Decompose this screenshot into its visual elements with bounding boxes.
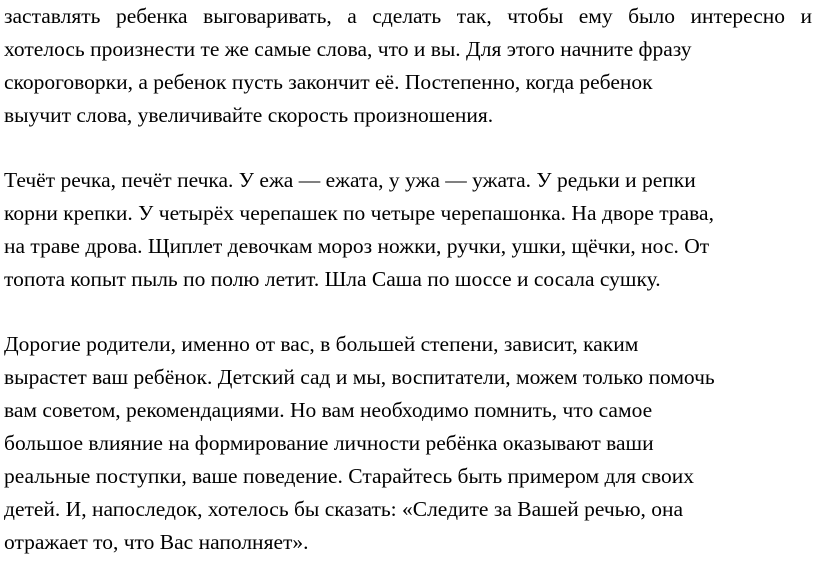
- text-line: хотелось произнести те же самые слова, что и вы. Для этого начните фразу: [4, 37, 692, 61]
- text-line: детей. И, напоследок, хотелось бы сказать: «Следите за Вашей речью, она: [4, 497, 684, 521]
- text-line: Течёт речка, печёт печка. У ежа — ежата, у ужа — ужата. У редьки и репки: [4, 168, 696, 192]
- text-line: реальные поступки, ваше поведение. Старайтесь быть примером для своих: [4, 464, 694, 488]
- text-line: вам советом, рекомендациями. Но вам необходимо помнить, что самое: [4, 398, 653, 422]
- text-line: топота копыт пыль по полю летит. Шла Саша по шоссе и сосала сушку.: [4, 267, 661, 291]
- text-line: заставлять ребенка выговаривать, а сделать так, чтобы ему было интересно и: [4, 4, 812, 28]
- text-line: Дорогие родители, именно от вас, в большей степени, зависит, каким: [4, 332, 639, 356]
- text-line: скороговорки, а ребенок пусть закончит её. Постепенно, когда ребенок: [4, 70, 653, 94]
- text-line: большое влияние на формирование личности ребёнка оказывают ваши: [4, 431, 654, 455]
- text-line: отражает то, что Вас наполняет».: [4, 530, 309, 554]
- text-line: выучит слова, увеличивайте скорость произношения.: [4, 103, 494, 127]
- text-line: на траве дрова. Щиплет девочкам мороз ножки, ручки, ушки, щёчки, нос. От: [4, 234, 710, 258]
- text-line: вырастет ваш ребёнок. Детский сад и мы, воспитатели, можем только помочь: [4, 365, 715, 389]
- text-line: корни крепки. У четырёх черепашек по четыре черепашонка. На дворе трава,: [4, 201, 714, 225]
